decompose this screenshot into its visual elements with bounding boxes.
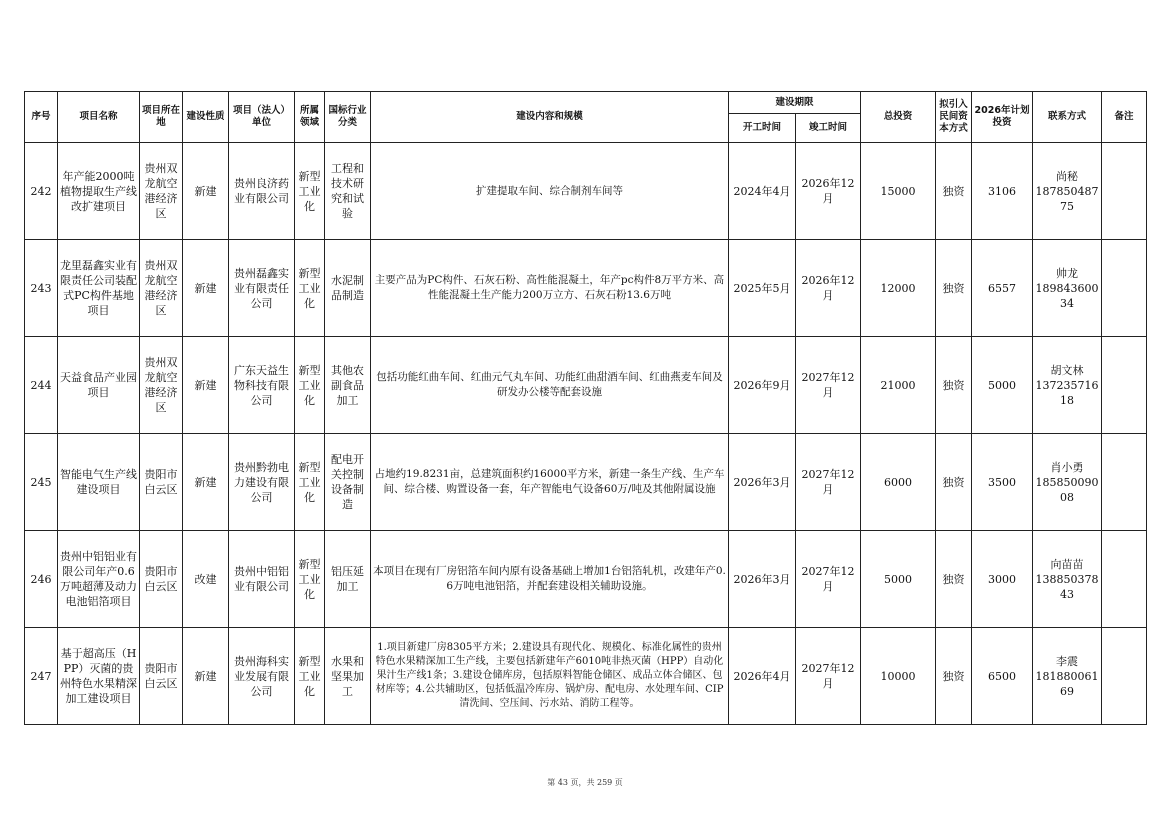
cell-start: 2024年4月 xyxy=(729,143,796,240)
cell-unit: 广东天益生物科技有限公司 xyxy=(229,337,295,434)
contact-phone: 13885037843 xyxy=(1035,572,1099,601)
cell-unit: 贵州良济药业有限公司 xyxy=(229,143,295,240)
header-field: 所属领域 xyxy=(295,92,325,143)
cell-unit: 贵州磊鑫实业有限责任公司 xyxy=(229,240,295,337)
contact-name: 尚秘 xyxy=(1056,169,1079,183)
cell-seq: 247 xyxy=(25,628,58,725)
cell-nature: 新建 xyxy=(183,628,229,725)
contact-name: 李震 xyxy=(1056,654,1079,668)
cell-plan-2026: 5000 xyxy=(972,337,1033,434)
cell-end: 2027年12月 xyxy=(796,628,861,725)
table-row xyxy=(25,143,1147,240)
cell-private-capital: 独资 xyxy=(936,434,972,531)
cell-industry: 其他农副食品加工 xyxy=(325,337,371,434)
cell-start: 2026年4月 xyxy=(729,628,796,725)
cell-seq: 246 xyxy=(25,531,58,628)
cell-private-capital: 独资 xyxy=(936,628,972,725)
cell-plan-2026: 3000 xyxy=(972,531,1033,628)
cell-contact xyxy=(1033,434,1102,531)
cell-total: 12000 xyxy=(861,240,936,337)
cell-name: 年产能2000吨植物提取生产线改扩建项目 xyxy=(58,143,140,240)
cell-end: 2026年12月 xyxy=(796,143,861,240)
cell-end: 2026年12月 xyxy=(796,240,861,337)
cell-field: 新型工业化 xyxy=(295,628,325,725)
cell-location: 贵州双龙航空港经济区 xyxy=(140,143,183,240)
cell-contact xyxy=(1033,337,1102,434)
cell-content: 1.项目新建厂房8305平方米；2.建设具有现代化、规模化、标准化属性的贵州特色水果精深加工生产线，主要包括新建年产6010吨非热灭菌（HPP）自动化果汁生产线1条；3.建设仓储库房，包括原料智能仓储区、成品立体合储区、包材库等；4.公共辅助区，包括低温冷库房、锅炉房、配电房、水处理车间、CIP清洗间、空压间、污水站、消防工程等。 xyxy=(371,628,729,725)
cell-field: 新型工业化 xyxy=(295,531,325,628)
header-unit: 项目（法人）单位 xyxy=(229,92,295,143)
cell-contact xyxy=(1033,143,1102,240)
cell-industry: 水泥制品制造 xyxy=(325,240,371,337)
table-row xyxy=(25,434,1147,531)
cell-content: 占地约19.8231亩，总建筑面积约16000平方米，新建一条生产线、生产车间、综合楼、购置设备一套，年产智能电气设备60万/吨及其他附属设施 xyxy=(371,434,729,531)
cell-remarks xyxy=(1102,628,1147,725)
cell-end: 2027年12月 xyxy=(796,337,861,434)
header-plan-2026: 2026年计划投资 xyxy=(972,92,1033,143)
cell-name: 龙里磊鑫实业有限责任公司装配式PC构件基地项目 xyxy=(58,240,140,337)
cell-nature: 改建 xyxy=(183,531,229,628)
cell-nature: 新建 xyxy=(183,434,229,531)
contact-phone: 18585009008 xyxy=(1035,475,1099,504)
cell-location: 贵阳市白云区 xyxy=(140,531,183,628)
cell-plan-2026: 6500 xyxy=(972,628,1033,725)
cell-content: 包括功能红曲车间、红曲元气丸车间、功能红曲甜酒车间、红曲燕麦车间及研发办公楼等配套设施 xyxy=(371,337,729,434)
contact-name: 胡文林 xyxy=(1050,363,1084,377)
cell-location: 贵州双龙航空港经济区 xyxy=(140,337,183,434)
cell-seq: 242 xyxy=(25,143,58,240)
cell-field: 新型工业化 xyxy=(295,240,325,337)
header-start: 开工时间 xyxy=(729,114,796,143)
cell-remarks xyxy=(1102,531,1147,628)
header-private-capital: 拟引入民间资本方式 xyxy=(936,92,972,143)
contact-phone: 13723571618 xyxy=(1035,378,1099,407)
table-header xyxy=(25,92,1147,143)
cell-name: 贵州中铝铝业有限公司年产0.6万吨超薄及动力电池铝箔项目 xyxy=(58,531,140,628)
cell-start: 2026年9月 xyxy=(729,337,796,434)
cell-seq: 245 xyxy=(25,434,58,531)
cell-total: 6000 xyxy=(861,434,936,531)
contact-name: 帅龙 xyxy=(1056,266,1079,280)
cell-private-capital: 独资 xyxy=(936,337,972,434)
page-footer: 第 43 页，共 259 页 xyxy=(547,778,623,787)
header-remarks: 备注 xyxy=(1102,92,1147,143)
header-seq: 序号 xyxy=(25,92,58,143)
cell-unit: 贵州中铝铝业有限公司 xyxy=(229,531,295,628)
cell-unit: 贵州海科实业发展有限公司 xyxy=(229,628,295,725)
cell-contact xyxy=(1033,628,1102,725)
cell-content: 主要产品为PC构件、石灰石粉、高性能混凝土，年产pc构件8万平方米、高性能混凝土生产能力200万立方、石灰石粉13.6万吨 xyxy=(371,240,729,337)
cell-nature: 新建 xyxy=(183,143,229,240)
header-location: 项目所在地 xyxy=(140,92,183,143)
cell-field: 新型工业化 xyxy=(295,143,325,240)
cell-content: 扩建提取车间、综合制剂车间等 xyxy=(371,143,729,240)
cell-seq: 243 xyxy=(25,240,58,337)
header-nature: 建设性质 xyxy=(183,92,229,143)
cell-total: 10000 xyxy=(861,628,936,725)
cell-name: 智能电气生产线建设项目 xyxy=(58,434,140,531)
cell-contact xyxy=(1033,531,1102,628)
cell-seq: 244 xyxy=(25,337,58,434)
cell-end: 2027年12月 xyxy=(796,434,861,531)
cell-plan-2026: 3500 xyxy=(972,434,1033,531)
cell-private-capital: 独资 xyxy=(936,531,972,628)
cell-remarks xyxy=(1102,240,1147,337)
cell-industry: 铝压延加工 xyxy=(325,531,371,628)
cell-field: 新型工业化 xyxy=(295,434,325,531)
cell-total: 5000 xyxy=(861,531,936,628)
cell-content: 本项目在现有厂房铝箔车间内原有设备基础上增加1台铝箔轧机，改建年产0.6万吨电池铝箔，并配套建设相关辅助设施。 xyxy=(371,531,729,628)
contact-name: 向苗苗 xyxy=(1050,557,1084,571)
cell-industry: 水果和坚果加工 xyxy=(325,628,371,725)
cell-location: 贵阳市白云区 xyxy=(140,434,183,531)
cell-total: 15000 xyxy=(861,143,936,240)
cell-unit: 贵州黔勃电力建设有限公司 xyxy=(229,434,295,531)
cell-name: 天益食品产业园项目 xyxy=(58,337,140,434)
cell-start: 2025年5月 xyxy=(729,240,796,337)
table-row xyxy=(25,628,1147,725)
cell-nature: 新建 xyxy=(183,337,229,434)
cell-plan-2026: 6557 xyxy=(972,240,1033,337)
header-industry: 国标行业分类 xyxy=(325,92,371,143)
table-row xyxy=(25,337,1147,434)
header-content: 建设内容和规模 xyxy=(371,92,729,143)
header-period: 建设期限 xyxy=(729,92,861,114)
cell-contact xyxy=(1033,240,1102,337)
cell-remarks xyxy=(1102,337,1147,434)
cell-location: 贵州双龙航空港经济区 xyxy=(140,240,183,337)
cell-industry: 配电开关控制设备制造 xyxy=(325,434,371,531)
cell-plan-2026: 3106 xyxy=(972,143,1033,240)
cell-field: 新型工业化 xyxy=(295,337,325,434)
header-contact: 联系方式 xyxy=(1033,92,1102,143)
cell-end: 2027年12月 xyxy=(796,531,861,628)
contact-phone: 18188006169 xyxy=(1035,669,1099,698)
header-total: 总投资 xyxy=(861,92,936,143)
cell-total: 21000 xyxy=(861,337,936,434)
contact-phone: 18984360034 xyxy=(1035,281,1099,310)
cell-start: 2026年3月 xyxy=(729,531,796,628)
table-row xyxy=(25,240,1147,337)
cell-industry: 工程和技术研究和试验 xyxy=(325,143,371,240)
cell-private-capital: 独资 xyxy=(936,143,972,240)
project-table xyxy=(24,91,1147,725)
cell-location: 贵阳市白云区 xyxy=(140,628,183,725)
cell-name: 基于超高压（HPP）灭菌的贵州特色水果精深加工建设项目 xyxy=(58,628,140,725)
cell-start: 2026年3月 xyxy=(729,434,796,531)
contact-name: 肖小勇 xyxy=(1050,460,1084,474)
cell-private-capital: 独资 xyxy=(936,240,972,337)
contact-phone: 18785048775 xyxy=(1035,184,1099,213)
table-row xyxy=(25,531,1147,628)
table-body xyxy=(25,143,1147,725)
header-name: 项目名称 xyxy=(58,92,140,143)
header-end: 竣工时间 xyxy=(796,114,861,143)
cell-remarks xyxy=(1102,434,1147,531)
cell-nature: 新建 xyxy=(183,240,229,337)
cell-remarks xyxy=(1102,143,1147,240)
